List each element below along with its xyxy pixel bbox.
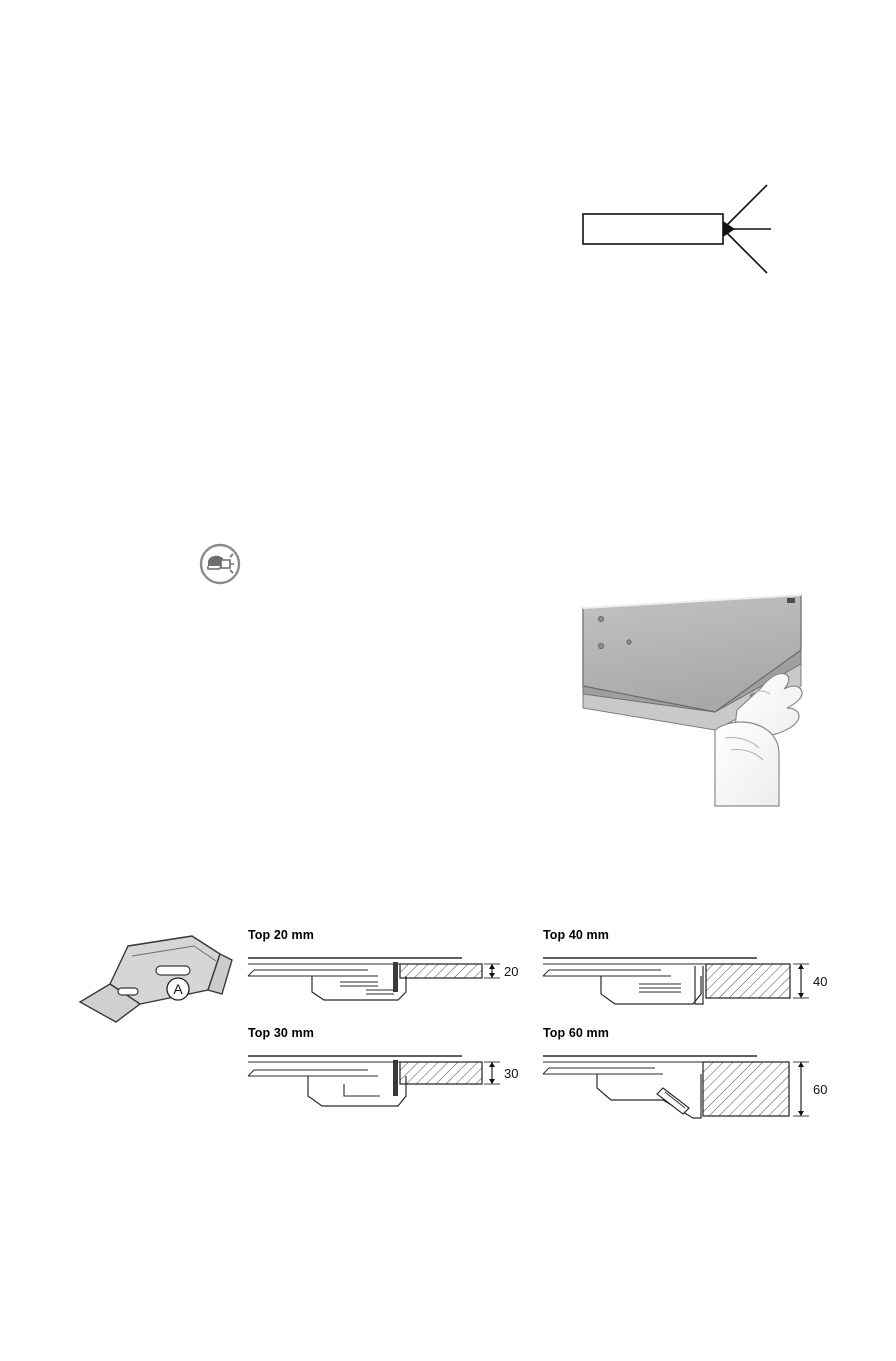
screw-dot [598, 616, 603, 621]
arrow-upper-line [723, 185, 767, 229]
housing-detail [340, 982, 378, 986]
dimension-label-30: 30 [504, 1066, 519, 1081]
callout-letter-a: A [173, 981, 183, 997]
hob-housing [601, 976, 701, 1004]
dim-arrow-up [798, 1062, 804, 1067]
cross-section-title-60: Top 60 mm [543, 1026, 609, 1040]
dimension-label-60: 60 [813, 1082, 828, 1097]
hob-edge-arrow-diagram [575, 180, 775, 290]
bracket-screw [393, 962, 398, 992]
housing-detail [344, 1084, 380, 1096]
cross-section-art-20 [248, 946, 526, 1016]
worktop-block-60 [703, 1062, 789, 1116]
hob-housing [312, 976, 406, 1000]
dim-arrow-down [489, 1079, 495, 1084]
dimension-label-40: 40 [813, 974, 828, 989]
hand-button [221, 560, 230, 568]
angled-bracket [657, 1088, 689, 1114]
mounting-bracket-drawing [70, 930, 235, 1030]
screw-dot [598, 643, 603, 648]
hob-housing [308, 1076, 406, 1106]
worktop-block-20 [400, 964, 482, 978]
cross-section-top-40 [543, 928, 833, 1028]
cross-section-art-60 [543, 1044, 833, 1136]
cross-section-top-60 [543, 1026, 833, 1136]
dim-arrow-up [489, 964, 495, 969]
corner-mark [787, 598, 795, 603]
cross-section-title-30: Top 30 mm [248, 1026, 314, 1040]
bracket-slot-small [118, 988, 138, 995]
cross-section-art-40 [543, 946, 833, 1026]
pointing-hand-icon [199, 543, 241, 585]
hob-chamfer [248, 970, 368, 976]
dim-arrow-down [798, 993, 804, 998]
dimension-label-20: 20 [504, 964, 519, 979]
hand-lower [715, 722, 779, 806]
dim-arrow-down [798, 1111, 804, 1116]
cross-section-title-40: Top 40 mm [543, 928, 609, 942]
hob-chamfer [248, 1070, 368, 1076]
hand-body [208, 562, 221, 566]
worktop-block-40 [706, 964, 790, 998]
bracket-slot-large [156, 966, 190, 975]
installing-glass-top-illustration [565, 590, 820, 810]
arrow-lower-line [723, 229, 767, 273]
cross-section-title-20: Top 20 mm [248, 928, 314, 942]
screw-dot [627, 640, 631, 644]
worktop-rectangle [583, 214, 723, 244]
bracket-screw [393, 1060, 398, 1096]
hob-chamfer [543, 970, 661, 976]
worktop-block-30 [400, 1062, 482, 1084]
cross-section-art-30 [248, 1044, 526, 1124]
bracket-plate [366, 990, 394, 994]
cross-section-top-20 [248, 928, 526, 1016]
dim-arrow-down [489, 973, 495, 978]
housing-detail [639, 984, 681, 992]
cross-section-top-30 [248, 1026, 526, 1126]
bracket-vertical [695, 966, 703, 1004]
dim-arrow-up [798, 964, 804, 969]
dim-arrow-up [489, 1062, 495, 1067]
hob-chamfer [543, 1068, 655, 1074]
